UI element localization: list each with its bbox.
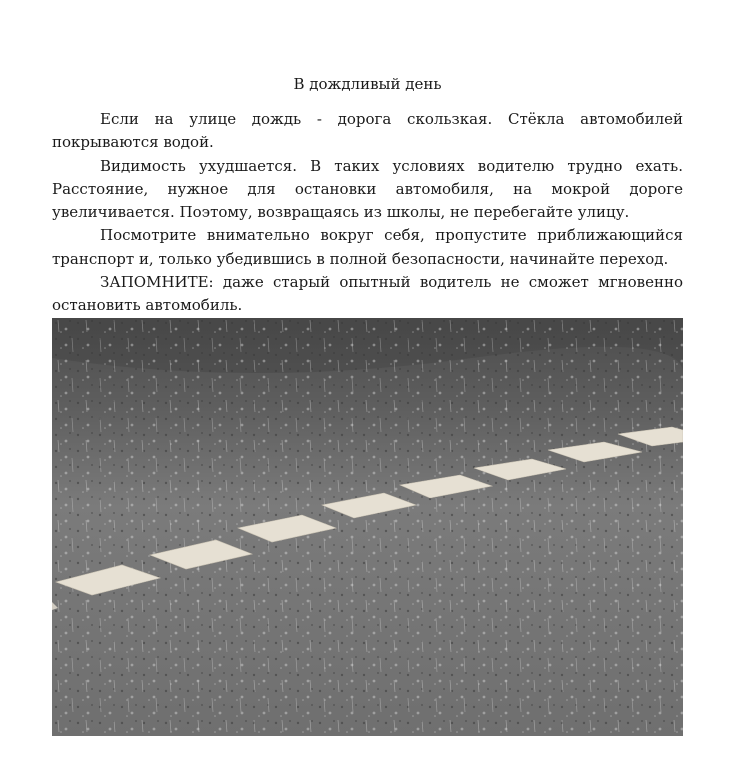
paragraph-visibility: Видимость ухудшается. В таких условиях водителю трудно ехать. Расстояние, нужное для остановки автомобиля, на мокрой дороге увеличивается. Поэтому, возвращаясь из школы, не перебегайте улицу. (52, 156, 683, 222)
paragraph-rain-slippery: Если на улице дождь - дорога скользкая. Стёкла автомобилей покрываются водой. (52, 110, 683, 152)
rainy-crosswalk-photo (52, 318, 683, 736)
document-title: В дождливый день (293, 75, 442, 93)
paragraph-look-around: Посмотрите внимательно вокруг себя, пропустите приближающийся транспорт и, только убедившись в полной безопасности, начинайте переход. (52, 226, 683, 268)
document-body (52, 108, 683, 318)
paragraph-remember: ЗАПОМНИТЕ: даже старый опытный водитель не сможет мгновенно остановить автомобиль. (52, 273, 683, 315)
rainy-crosswalk-illustration (52, 318, 683, 736)
